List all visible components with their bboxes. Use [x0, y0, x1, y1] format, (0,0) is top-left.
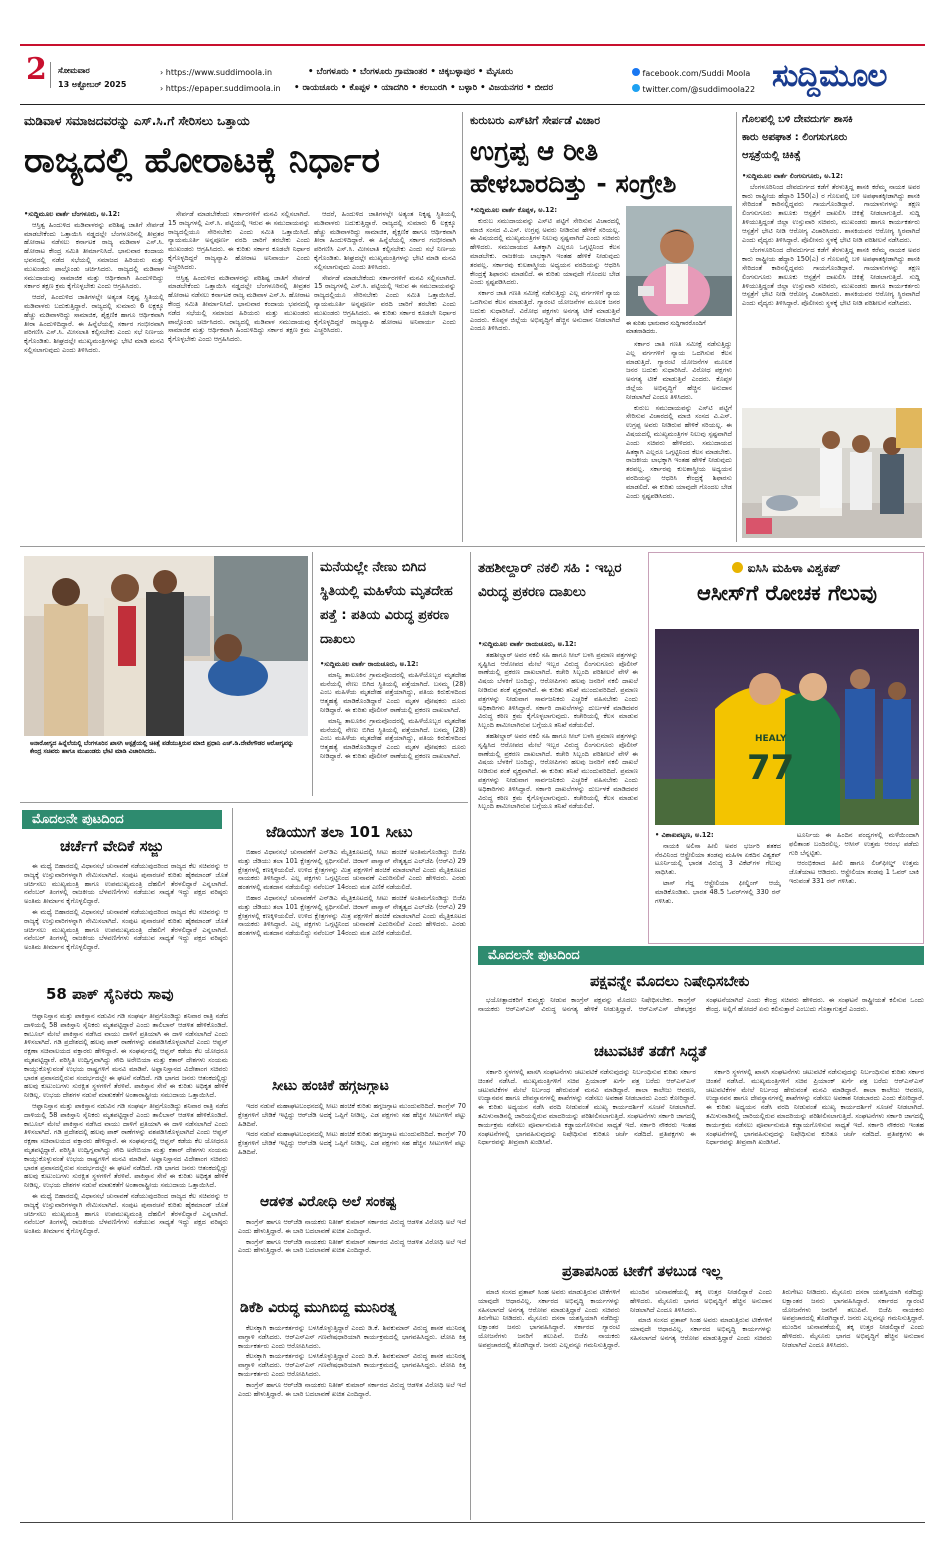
chatuvatike-body: [478, 1068, 924, 1254]
website-link[interactable]: › https://www.suddimoola.in: [160, 68, 273, 77]
header-bottom-rule: [20, 104, 925, 105]
adalita-body: [238, 1218, 466, 1296]
kuruba-headline-line1: ಉಗ್ರಪ್ಪ ಆ ರೀತಿ: [470, 137, 599, 167]
pratapa-body-more: ಮಾಜಿ ಸಂಸದ ಪ್ರತಾಪ್ ಸಿಂಹ ಅವರು ಮಾಡುತ್ತಿರುವ ಟೀಕೆಗಳಿಗೆ ಯಾವುದೇ ಆಧಾರವಿಲ್ಲ. ಸರ್ಕಾರದ ಅಭಿವೃದ್ಧಿ ಕಾರ್ಯಗಳನ್ನು ಸಹಿಸಲಾಗದೆ ಅನಗತ್ಯ ಆರೋಪ ಮಾಡುತ್ತಿದ್ದಾರೆ ಎಂದು ಸಚಿವರು ತಿರುಗೇಟು ನೀಡಿದರು. ಮೈಸೂರು ದಸರಾ ಯಶಸ್ವಿಯಾಗಿ ನಡೆದಿದ್ದು ಲಕ್ಷಾಂತರ ಜನರು ಭಾಗವಹಿಸಿದ್ದಾರೆ. ಸರ್ಕಾರದ ಗ್ಯಾರಂಟಿ ಯೋಜನೆಗಳು ಜನರಿಗೆ ತಲುಪಿವೆ. ಬಿಜೆಪಿ ನಾಯಕರು ಅಪಪ್ರಚಾರದಲ್ಲಿ ತೊಡಗಿದ್ದಾರೆ. ಜನರು ಎಲ್ಲವನ್ನೂ ಗಮನಿಸುತ್ತಿದ್ದಾರೆ. ಮುಂದಿನ ಚುನಾವಣೆಯಲ್ಲಿ ತಕ್ಕ ಉತ್ತರ ನೀಡಲಿದ್ದಾರೆ ಎಂದು ಹೇಳಿದರು. ಮೈಸೂರು ಭಾಗದ ಅಭಿವೃದ್ಧಿಗೆ ಹೆಚ್ಚಿನ ಅನುದಾನ ನೀಡಲಾಗಿದೆ ಎಂದೂ ತಿಳಿಸಿದರು.: [630, 1288, 924, 1349]
icc-kicker: ಐಸಿಸಿ ಮಹಿಳಾ ವಿಶ್ವಕಪ್: [747, 561, 841, 575]
paksha-body: [478, 996, 924, 1038]
twitter-icon: [632, 84, 640, 92]
page-number: 2: [26, 52, 47, 87]
divider-lead-kuruba: [462, 112, 463, 542]
divider-band-1: [20, 546, 925, 547]
jdu-body-text: ಬಿಹಾರ ವಿಧಾನಸಭೆ ಚುನಾವಣೆಗೆ ಎನ್‌ಡಿಎ ಮೈತ್ರಿಕೂಟದಲ್ಲಿ ಸೀಟು ಹಂಚಿಕೆ ಅಂತಿಮಗೊಂಡಿದ್ದು ಬಿಜೆಪಿ ಮತ್ತು ಜೆಡಿಯು ತಲಾ 101 ಕ್ಷೇತ್ರಗಳಲ್ಲಿ ಸ್ಪರ್ಧಿಸಲಿವೆ. ಚಿರಾಗ್ ಪಾಸ್ವಾನ್ ನೇತೃತ್ವದ ಎಲ್‌ಜೆಪಿ (ಆರ್‌ವಿ) 29 ಕ್ಷೇತ್ರಗಳಲ್ಲಿ ಕಣಕ್ಕಿಳಿಯಲಿದೆ. ಉಳಿದ ಕ್ಷೇತ್ರಗಳನ್ನು ಮಿತ್ರ ಪಕ್ಷಗಳಿಗೆ ಹಂಚಿಕೆ ಮಾಡಲಾಗಿದೆ ಎಂದು ಮೈತ್ರಿಕೂಟದ ನಾಯಕರು ತಿಳಿಸಿದ್ದಾರೆ. ಎಲ್ಲ ಪಕ್ಷಗಳು ಒಗ್ಗಟ್ಟಿನಿಂದ ಚುನಾವಣೆ ಎದುರಿಸಲಿವೆ ಎಂದು ಹೇಳಿದರು. ಎರಡು ಹಂತಗಳಲ್ಲಿ ಮತದಾನ ನಡೆಯಲಿದ್ದು ನವೆಂಬರ್ 14ರಂದು ಮತ ಎಣಿಕೆ ನಡೆಯಲಿದೆ.: [238, 848, 466, 892]
chevron-right-icon: ›: [160, 68, 166, 77]
kuruba-body-right: [626, 340, 732, 536]
golapalli-kicker-1: ಗೊಲಪಲ್ಲಿ ಬಳಿ ದೇವದುರ್ಗ ಶಾಸಕಿ: [742, 114, 853, 125]
page-header: [20, 44, 925, 100]
pratapa-headline: ಪ್ರತಾಪಸಿಂಹ ಟೀಕೆಗೆ ತಳಬುಡ ಇಲ್ಲ: [562, 1264, 723, 1280]
pratapa-body-text: ಮಾಜಿ ಸಂಸದ ಪ್ರತಾಪ್ ಸಿಂಹ ಅವರು ಮಾಡುತ್ತಿರುವ ಟೀಕೆಗಳಿಗೆ ಯಾವುದೇ ಆಧಾರವಿಲ್ಲ. ಸರ್ಕಾರದ ಅಭಿವೃದ್ಧಿ ಕಾರ್ಯಗಳನ್ನು ಸಹಿಸಲಾಗದೆ ಅನಗತ್ಯ ಆರೋಪ ಮಾಡುತ್ತಿದ್ದಾರೆ ಎಂದು ಸಚಿವರು ತಿರುಗೇಟು ನೀಡಿದರು. ಮೈಸೂರು ದಸರಾ ಯಶಸ್ವಿಯಾಗಿ ನಡೆದಿದ್ದು ಲಕ್ಷಾಂತರ ಜನರು ಭಾಗವಹಿಸಿದ್ದಾರೆ. ಸರ್ಕಾರದ ಗ್ಯಾರಂಟಿ ಯೋಜನೆಗಳು ಜನರಿಗೆ ತಲುಪಿವೆ. ಬಿಜೆಪಿ ನಾಯಕರು ಅಪಪ್ರಚಾರದಲ್ಲಿ ತೊಡಗಿದ್ದಾರೆ. ಜನರು ಎಲ್ಲವನ್ನೂ ಗಮನಿಸುತ್ತಿದ್ದಾರೆ. ಮುಂದಿನ ಚುನಾವಣೆಯಲ್ಲಿ ತಕ್ಕ ಉತ್ತರ ನೀಡಲಿದ್ದಾರೆ ಎಂದು ಹೇಳಿದರು. ಮೈಸೂರು ಭಾಗದ ಅಭಿವೃದ್ಧಿಗೆ ಹೆಚ್ಚಿನ ಅನುದಾನ ನೀಡಲಾಗಿದೆ ಎಂದೂ ತಿಳಿಸಿದರು.: [478, 1288, 772, 1349]
pak-body: [24, 1012, 228, 1518]
golapalli-body: [742, 172, 920, 402]
charche-headline: ಚರ್ಚೆಗೆ ವೇದಿಕೆ ಸಜ್ಜು: [60, 837, 164, 855]
manayalli-headline: ಮನೆಯಲ್ಲೇ ನೇಣು ಬಿಗಿದ ಸ್ಥಿತಿಯಲ್ಲಿ ಮಹಿಳೆಯ ಮೃತದೇಹ ಪತ್ತೆ : ಪತಿಯ ವಿರುದ್ಧ ಪ್ರಕರಣ ದಾಖಲು: [320, 560, 453, 647]
golapalli-dateline: •ಸುದ್ದಿಮೂಲ ವಾರ್ತೆ ಲಿಂಗಸುಗೂರು, ಅ.12:: [742, 172, 843, 180]
lead-col3-more: ಸೇರ್ಪಡೆ ಮಾಡಬೇಕೆಂದು ಸರ್ಕಾರಗಳಿಗೆ ಮನವಿ ಸಲ್ಲಿಸಲಾಗಿದೆ. 15 ರಾಜ್ಯಗಳಲ್ಲಿ ಎಸ್.ಸಿ. ಪಟ್ಟಿಯಲ್ಲಿ ಇರುವ ಈ ಸಮುದಾಯವನ್ನು ರಾಜ್ಯದಲ್ಲಿಯೂ ಸೇರಿಸಬೇಕು ಎಂದು ಸಮಿತಿ ಒತ್ತಾಯಿಸಿದೆ. ನ್ಯಾಯಮೂರ್ತಿ ಅನ್ನಪೂರ್ಣ ವರದಿ ಜಾರಿಗೆ ತರಬೇಕು ಎಂದು ಮುಖಂಡರು ಆಗ್ರಹಿಸಿದರು. ಈ ಕುರಿತು ಸರ್ಕಾರ ಕೂಡಲೇ ನಿರ್ಧಾರ ಕೈಗೊಳ್ಳದಿದ್ದರೆ ರಾಜ್ಯವ್ಯಾಪಿ ಹೋರಾಟ ಅನಿವಾರ್ಯ ಎಂದು ಎಚ್ಚರಿಸಿದರು.: [314, 273, 456, 335]
kuruba-kicker: ಕುರುಬರು ಎಸ್‌ಟಿಗೆ ಸೇರ್ಪಡೆ ವಿಚಾರ: [470, 114, 601, 127]
lead-col2-more: ಆಸ್ತಿತ್ವ ಹಿಂದುಳಿದ ಮಡಿವಾಳರನ್ನು ಪರಿಶಿಷ್ಟ ಜಾತಿಗೆ ಸೇರ್ಪಡೆ ಮಾಡಬೇಕೆಂದು ಒತ್ತಾಯಿಸಿ ನಡ್ಡದಲ್ಲೇ ಬೆಂಗಳೂರಿನಲ್ಲಿ ತೀವ್ರತರ ಹೋರಾಟ ನಡೆಸಲು ಕರ್ನಾಟಕ ರಾಜ್ಯ ಮಡಿವಾಳ ಎಸ್.ಸಿ. ಹೋರಾಟ ಕೇಂದ್ರ ಸಮಿತಿ ತೀರ್ಮಾನಿಸಿದೆ. ಭಾನುವಾರ ಕಂದಾಯ ಭವನದಲ್ಲಿ ನಡೆದ ಸಭೆಯಲ್ಲಿ ಸಮಾಜದ ಹಿರಿಯರು ಮತ್ತು ಮುಖಂಡರು ಪಾಲ್ಗೊಂಡು ಚರ್ಚಿಸಿದರು. ರಾಜ್ಯದಲ್ಲಿ ಮಡಿವಾಳ ಸಮುದಾಯವು ಸಾಮಾಜಿಕ ಮತ್ತು ಆರ್ಥಿಕವಾಗಿ ಹಿಂದುಳಿದಿದ್ದು ಸರ್ಕಾರ ತಕ್ಷಣ ಕ್ರಮ ಕೈಗೊಳ್ಳಬೇಕು ಎಂದು ಆಗ್ರಹಿಸಿದರು.: [168, 273, 310, 344]
paksha-body-text: ಭಯೋತ್ಪಾದಕರಿಗೆ ಕುಮ್ಮಕ್ಕು ನೀಡುವ ಕಾಂಗ್ರೆಸ್ ಪಕ್ಷವನ್ನು ಮೊದಲು ನಿಷೇಧಿಸಬೇಕು. ಕಾಂಗ್ರೆಸ್ ನಾಯಕರು ಆರ್‌ಎಸ್‌ಎಸ್ ವಿರುದ್ಧ ಅನಗತ್ಯ ಹೇಳಿಕೆ ನೀಡುತ್ತಿದ್ದಾರೆ. ಆರ್‌ಎಸ್‌ಎಸ್ ದೇಶಭಕ್ತರ ಸಂಘಟನೆಯಾಗಿದೆ ಎಂದು ಕೇಂದ್ರ ಸಚಿವರು ಹೇಳಿದರು. ಈ ಸಂಘಟನೆ ರಾಷ್ಟ್ರೀಯತೆ ಕಲಿಸುವ ಒಂದು ಕೇಂದ್ರ. ಅಲ್ಲಿಗೆ ಹೋದರೆ ಏನು ಕಲಿಸುತ್ತಾರೆ ಎಂಬುದು ಗೊತ್ತಾಗುತ್ತದೆ ಎಂದರು.: [478, 996, 924, 1013]
kuruba-photo-caption: ಈ ಕುರಿತು ಭಾನುವಾರ ಸುದ್ದಿಗಾರರೊಂದಿಗೆ ಮಾತನಾಡಿದರು.: [626, 320, 706, 335]
kuruba-dateline: •ಸುದ್ದಿಮೂಲ ವಾರ್ತೆ ಕೊಪ್ಪಳ, ಅ.12:: [470, 206, 557, 214]
minister-portrait-image: [626, 206, 732, 316]
seatu-body-more: ಇದರ ನಡುವೆ ಮಹಾಘಟಬಂಧನದಲ್ಲಿ ಸೀಟು ಹಂಚಿಕೆ ಕುರಿತು ಹಗ್ಗಜಗ್ಗಾಟ ಮುಂದುವರಿದಿದೆ. ಕಾಂಗ್ರೆಸ್ 70 ಕ್ಷೇತ್ರಗಳಿಗೆ ಬೇಡಿಕೆ ಇಟ್ಟಿದ್ದು ಆರ್‌ಜೆಡಿ ಅದಕ್ಕೆ ಒಪ್ಪಿಗೆ ನೀಡಿಲ್ಲ. ಎಡ ಪಕ್ಷಗಳು ಸಹ ಹೆಚ್ಚಿನ ಸೀಟುಗಳಿಗೆ ಪಟ್ಟು ಹಿಡಿದಿವೆ.: [238, 1130, 466, 1156]
masthead-logo: ಸುದ್ದಿಮೂಲ: [772, 58, 887, 94]
golapalli-photo: [742, 408, 922, 538]
dkshi-headline: ಡಿಕೆಶಿ ವಿರುದ್ಧ ಮುಗಿಬಿದ್ದ ಮುನಿರತ್ನ: [240, 1300, 397, 1316]
seatu-body: [238, 1102, 466, 1188]
tahasildar-dateline: •ಸುದ್ದಿಮೂಲ ವಾರ್ತೆ ರಾಯಚೂರು, ಅ.12:: [478, 640, 577, 648]
lead-col3-text: ಆದರೆ, ಹಿಂದುಳಿದ ಜಾತಿಗಳಲ್ಲೇ ಅತ್ಯಂತ ನಿಕೃಷ್ಟ ಸ್ಥಿತಿಯಲ್ಲಿ ಮಡಿವಾಳರು ಬದುಕುತ್ತಿದ್ದಾರೆ. ರಾಜ್ಯದಲ್ಲಿ ಸುಮಾರು 6 ಲಕ್ಷಕ್ಕೂ ಹೆಚ್ಚು ಮಡಿವಾಳರಿದ್ದು ಸಾಮಾಜಿಕ, ಶೈಕ್ಷಣಿಕ ಹಾಗೂ ಆರ್ಥಿಕವಾಗಿ ತೀರಾ ಹಿಂದುಳಿದಿದ್ದಾರೆ. ಈ ಹಿನ್ನೆಲೆಯಲ್ಲಿ ಸರ್ಕಾರ ಗಂಭೀರವಾಗಿ ಪರಿಗಣಿಸಿ ಎಸ್.ಸಿ. ಮೀಸಲಾತಿ ಕಲ್ಪಿಸಬೇಕು ಎಂದು ಸಭೆ ನಿರ್ಣಯ ಕೈಗೊಂಡಿತು. ಶೀಘ್ರದಲ್ಲೇ ಮುಖ್ಯಮಂತ್ರಿಗಳನ್ನು ಭೇಟಿ ಮಾಡಿ ಮನವಿ ಸಲ್ಲಿಸಲಾಗುವುದು ಎಂದು ತಿಳಿಸಿದರು.: [314, 210, 456, 271]
divider-band-2: [20, 802, 468, 803]
header-top-rule: [20, 44, 925, 46]
lead-dateline: •ಸುದ್ದಿಮೂಲ ವಾರ್ತೆ ಬೆಂಗಳೂರು, ಅ.12:: [24, 210, 120, 218]
golapalli-kicker-3: ಆಸ್ಪತ್ರೆಯಲ್ಲಿ ಚಿಕಿತ್ಸೆ: [742, 150, 801, 161]
lead-col2-text: ಸೇರ್ಪಡೆ ಮಾಡಬೇಕೆಂದು ಸರ್ಕಾರಗಳಿಗೆ ಮನವಿ ಸಲ್ಲಿಸಲಾಗಿದೆ. 15 ರಾಜ್ಯಗಳಲ್ಲಿ ಎಸ್.ಸಿ. ಪಟ್ಟಿಯಲ್ಲಿ ಇರುವ ಈ ಸಮುದಾಯವನ್ನು ರಾಜ್ಯದಲ್ಲಿಯೂ ಸೇರಿಸಬೇಕು ಎಂದು ಸಮಿತಿ ಒತ್ತಾಯಿಸಿದೆ. ನ್ಯಾಯಮೂರ್ತಿ ಅನ್ನಪೂರ್ಣ ವರದಿ ಜಾರಿಗೆ ತರಬೇಕು ಎಂದು ಮುಖಂಡರು ಆಗ್ರಹಿಸಿದರು. ಈ ಕುರಿತು ಸರ್ಕಾರ ಕೂಡಲೇ ನಿರ್ಧಾರ ಕೈಗೊಳ್ಳದಿದ್ದರೆ ರಾಜ್ಯವ್ಯಾಪಿ ಹೋರಾಟ ಅನಿವಾರ್ಯ ಎಂದು ಎಚ್ಚರಿಸಿದರು.: [168, 210, 310, 271]
jersey-number: 77: [747, 748, 795, 788]
header-date: 13 ಅಕ್ಟೋಬರ್ 2025: [58, 80, 127, 89]
charche-body: [24, 862, 228, 980]
divider-manayalli-tahasildar: [470, 552, 471, 946]
manayalli-body: [320, 660, 466, 796]
lead-headline: ರಾಜ್ಯದಲ್ಲಿ ಹೋರಾಟಕ್ಕೆ ನಿರ್ಧಾರ: [24, 141, 380, 181]
manayalli-body-more: ಮಾನ್ವಿ ತಾಲೂಕಿನ ಗ್ರಾಮವೊಂದರಲ್ಲಿ ಮಹಿಳೆಯೊಬ್ಬರ ಮೃತದೇಹ ಮನೆಯಲ್ಲಿ ನೇಣು ಬಿಗಿದ ಸ್ಥಿತಿಯಲ್ಲಿ ಪತ್ತೆಯಾಗಿದೆ. ಬಸಮ್ಮ (28) ಎಂಬ ಮಹಿಳೆಯ ಮೃತದೇಹ ಪತ್ತೆಯಾಗಿದ್ದು, ಪತಿಯ ಕಿರುಕುಳದಿಂದ ಆತ್ಮಹತ್ಯೆ ಮಾಡಿಕೊಂಡಿದ್ದಾರೆ ಎಂದು ಮೃತಳ ಪೋಷಕರು ದೂರು ನೀಡಿದ್ದಾರೆ. ಈ ಕುರಿತು ಪೊಲೀಸ್ ಠಾಣೆಯಲ್ಲಿ ಪ್ರಕರಣ ದಾಖಲಾಗಿದೆ.: [320, 716, 466, 760]
lead-col1-text: ಆಸ್ತಿತ್ವ ಹಿಂದುಳಿದ ಮಡಿವಾಳರನ್ನು ಪರಿಶಿಷ್ಟ ಜಾತಿಗೆ ಸೇರ್ಪಡೆ ಮಾಡಬೇಕೆಂದು ಒತ್ತಾಯಿಸಿ ನಡ್ಡದಲ್ಲೇ ಬೆಂಗಳೂರಿನಲ್ಲಿ ತೀವ್ರತರ ಹೋರಾಟ ನಡೆಸಲು ಕರ್ನಾಟಕ ರಾಜ್ಯ ಮಡಿವಾಳ ಎಸ್.ಸಿ. ಹೋರಾಟ ಕೇಂದ್ರ ಸಮಿತಿ ತೀರ್ಮಾನಿಸಿದೆ. ಭಾನುವಾರ ಕಂದಾಯ ಭವನದಲ್ಲಿ ನಡೆದ ಸಭೆಯಲ್ಲಿ ಸಮಾಜದ ಹಿರಿಯರು ಮತ್ತು ಮುಖಂಡರು ಪಾಲ್ಗೊಂಡು ಚರ್ಚಿಸಿದರು. ರಾಜ್ಯದಲ್ಲಿ ಮಡಿವಾಳ ಸಮುದಾಯವು ಸಾಮಾಜಿಕ ಮತ್ತು ಆರ್ಥಿಕವಾಗಿ ಹಿಂದುಳಿದಿದ್ದು ಸರ್ಕಾರ ತಕ್ಷಣ ಕ್ರಮ ಕೈಗೊಳ್ಳಬೇಕು ಎಂದು ಆಗ್ರಹಿಸಿದರು.: [24, 220, 164, 291]
dkshi-body-more: ಕೆಲಸಕ್ಕಾಗಿ ಕಾರ್ಯಕರ್ತರನ್ನು ಬಳಸಿಕೊಳ್ಳುತ್ತಿದ್ದಾರೆ ಎಂದು ಡಿ.ಕೆ. ಶಿವಕುಮಾರ್ ವಿರುದ್ಧ ಶಾಸಕ ಮುನಿರತ್ನ ವಾಗ್ದಾಳಿ ನಡೆಸಿದರು. ಆರ್‌ಎಸ್‌ಎಸ್ ಗಣವೇಷಧಾರಿಯಾಗಿ ಕಾರ್ಯಕ್ರಮದಲ್ಲಿ ಭಾಗವಹಿಸಿದ್ದರು. ಟೋಪಿ ಕಿತ್ತ ಕಾರ್ಯಕರ್ತರು ಎಂದು ಆರೋಪಿಸಿದರು.: [238, 1352, 466, 1378]
icc-body-4: ಆರಂಭಿಕರಾದ ಹೀಲಿ ಹಾಗೂ ಲಿಚ್‌ಫೀಲ್ಡ್ ಉತ್ತಮ ಜೊತೆಯಾಟ ಆಡಿದರು. ಆಸ್ಟ್ರೇಲಿಯಾ ತಂಡವು 1 ಓವರ್ ಬಾಕಿ ಇರುವಂತೆ 331 ರನ್ ಗಳಿಸಿತು.: [789, 859, 919, 885]
hospital-visit-image: [742, 408, 922, 538]
icc-body-1: ನಾಯಕಿ ಅಲಿಸಾ ಹೀಲಿ ಅವರ ಭರ್ಜರಿ ಶತಕದ ನೆರವಿನಿಂದ ಆಸ್ಟ್ರೇಲಿಯಾ ತಂಡವು ಮಹಿಳಾ ಏಕದಿನ ವಿಶ್ವಕಪ್ ಟೂರ್ನಿಯಲ್ಲಿ ಭಾರತ ವಿರುದ್ಧ 3 ವಿಕೆಟ್‌ಗಳ ಗೆಲುವು ಸಾಧಿಸಿತು.: [655, 841, 781, 877]
seatu-body-text: ಇದರ ನಡುವೆ ಮಹಾಘಟಬಂಧನದಲ್ಲಿ ಸೀಟು ಹಂಚಿಕೆ ಕುರಿತು ಹಗ್ಗಜಗ್ಗಾಟ ಮುಂದುವರಿದಿದೆ. ಕಾಂಗ್ರೆಸ್ 70 ಕ್ಷೇತ್ರಗಳಿಗೆ ಬೇಡಿಕೆ ಇಟ್ಟಿದ್ದು ಆರ್‌ಜೆಡಿ ಅದಕ್ಕೆ ಒಪ್ಪಿಗೆ ನೀಡಿಲ್ಲ. ಎಡ ಪಕ್ಷಗಳು ಸಹ ಹೆಚ್ಚಿನ ಸೀಟುಗಳಿಗೆ ಪಟ್ಟು ಹಿಡಿದಿವೆ.: [238, 1102, 466, 1128]
deve-gowda-visit-image: [24, 556, 308, 736]
golapalli-body-text: ಬೆಂಗಳೂರಿನಿಂದ ದೇವದುರ್ಗದ ಕಡೆಗೆ ತೆರಳುತ್ತಿದ್ದ ಶಾಸಕಿ ಕರೆಮ್ಮ ನಾಯಕ ಅವರ ಕಾರು ರಾಷ್ಟ್ರೀಯ ಹೆದ್ದಾರಿ 150(ಎ) ರ ಗೊಲಪಲ್ಲಿ ಬಳಿ ಅಪಘಾತಕ್ಕೀಡಾಗಿದ್ದು ಶಾಸಕಿ ಸೇರಿದಂತೆ ಕಾರಿನಲ್ಲಿದ್ದವರು ಗಾಯಗೊಂಡಿದ್ದಾರೆ. ಗಾಯಾಳುಗಳನ್ನು ತಕ್ಷಣ ಲಿಂಗಸುಗೂರು ತಾಲೂಕು ಆಸ್ಪತ್ರೆಗೆ ದಾಖಲಿಸಿ ಚಿಕಿತ್ಸೆ ನೀಡಲಾಗುತ್ತಿದೆ. ಸುದ್ದಿ ತಿಳಿಯುತ್ತಿದ್ದಂತೆ ಜಿಲ್ಲಾ ಉಸ್ತುವಾರಿ ಸಚಿವರು, ಮುಖಂಡರು ಹಾಗೂ ಕಾರ್ಯಕರ್ತರು ಆಸ್ಪತ್ರೆಗೆ ಭೇಟಿ ನೀಡಿ ಆರೋಗ್ಯ ವಿಚಾರಿಸಿದರು. ಶಾಸಕಿಯವರ ಆರೋಗ್ಯ ಸ್ಥಿರವಾಗಿದೆ ಎಂದು ವೈದ್ಯರು ತಿಳಿಸಿದ್ದಾರೆ. ಪೊಲೀಸರು ಸ್ಥಳಕ್ಕೆ ಭೇಟಿ ನೀಡಿ ಪರಿಶೀಲನೆ ನಡೆಸಿದರು.: [742, 182, 920, 244]
jdu-body-more: ಬಿಹಾರ ವಿಧಾನಸಭೆ ಚುನಾವಣೆಗೆ ಎನ್‌ಡಿಎ ಮೈತ್ರಿಕೂಟದಲ್ಲಿ ಸೀಟು ಹಂಚಿಕೆ ಅಂತಿಮಗೊಂಡಿದ್ದು ಬಿಜೆಪಿ ಮತ್ತು ಜೆಡಿಯು ತಲಾ 101 ಕ್ಷೇತ್ರಗಳಲ್ಲಿ ಸ್ಪರ್ಧಿಸಲಿವೆ. ಚಿರಾಗ್ ಪಾಸ್ವಾನ್ ನೇತೃತ್ವದ ಎಲ್‌ಜೆಪಿ (ಆರ್‌ವಿ) 29 ಕ್ಷೇತ್ರಗಳಲ್ಲಿ ಕಣಕ್ಕಿಳಿಯಲಿದೆ. ಉಳಿದ ಕ್ಷೇತ್ರಗಳನ್ನು ಮಿತ್ರ ಪಕ್ಷಗಳಿಗೆ ಹಂಚಿಕೆ ಮಾಡಲಾಗಿದೆ ಎಂದು ಮೈತ್ರಿಕೂಟದ ನಾಯಕರು ತಿಳಿಸಿದ್ದಾರೆ. ಎಲ್ಲ ಪಕ್ಷಗಳು ಒಗ್ಗಟ್ಟಿನಿಂದ ಚುನಾವಣೆ ಎದುರಿಸಲಿವೆ ಎಂದು ಹೇಳಿದರು. ಎರಡು ಹಂತಗಳಲ್ಲಿ ಮತದಾನ ನಡೆಯಲಿದ್ದು ನವೆಂಬರ್ 14ರಂದು ಮತ ಎಣಿಕೆ ನಡೆಯಲಿದೆ.: [238, 893, 466, 938]
epaper-link[interactable]: › https://epaper.suddimoola.in: [160, 84, 281, 93]
icc-body-2: ಟಾಸ್ ಗೆದ್ದ ಆಸ್ಟ್ರೇಲಿಯಾ ಫೀಲ್ಡಿಂಗ್ ಆಯ್ಕೆ ಮಾಡಿಕೊಂಡಿತು. ಭಾರತ 48.5 ಓವರ್‌ಗಳಲ್ಲಿ 330 ರನ್ ಗಳಿಸಿತು.: [655, 878, 781, 905]
icc-body-right: [789, 831, 919, 941]
charche-body-more: ಈ ಮಧ್ಯೆ ಬಿಹಾರದಲ್ಲಿ ವಿಧಾನಸಭೆ ಚುನಾವಣೆ ನಡೆಯುವುದರಿಂದ ರಾಜ್ಯದ ಕೆಲ ಸಚಿವರನ್ನು ಆ ರಾಜ್ಯಕ್ಕೆ ಉಸ್ತುವಾರಿಗಳನ್ನಾಗಿ ನೇಮಿಸಲಾಗಿದೆ. ಸಂಪುಟ ಪುನಾರಚನೆ ಕುರಿತು ಹೈಕಮಾಂಡ್ ಜೊತೆ ಚರ್ಚಿಸಲು ಮುಖ್ಯಮಂತ್ರಿ ಹಾಗೂ ಉಪಮುಖ್ಯಮಂತ್ರಿ ದೆಹಲಿಗೆ ತೆರಳಲಿದ್ದಾರೆ ಎನ್ನಲಾಗಿದೆ. ನವೆಂಬರ್ ತಿಂಗಳಲ್ಲಿ ರಾಜಕೀಯ ಬೆಳವಣಿಗೆಗಳು ನಡೆಯುವ ಸಾಧ್ಯತೆ ಇದ್ದು ಪಕ್ಷದ ವರಿಷ್ಠರು ಅಂತಿಮ ತೀರ್ಮಾನ ಕೈಗೊಳ್ಳಲಿದ್ದಾರೆ.: [24, 907, 228, 952]
adalita-headline: ಆಡಳಿತ ವಿರೋಧಿ ಅಲೆ ಸಂಕಷ್ಟ: [260, 1194, 397, 1210]
header-day: ಸೋಮವಾರ: [58, 66, 90, 75]
cities-row-1: • ಬೆಂಗಳೂರು • ಬೆಂಗಳೂರು ಗ್ರಾಮಾಂತರ • ಚಿಕ್ಕಬಳ್ಳಾಪುರ • ಮೈಸೂರು: [308, 67, 514, 77]
tahasildar-body-text: ತಹಶೀಲ್ದಾರ್ ಅವರ ನಕಲಿ ಸಹಿ ಹಾಗೂ ಸೀಲ್ ಬಳಸಿ ಪ್ರಮಾಣ ಪತ್ರಗಳನ್ನು ಸೃಷ್ಟಿಸಿದ ಆರೋಪದ ಮೇಲೆ ಇಬ್ಬರ ವಿರುದ್ಧ ಲಿಂಗಸುಗೂರು ಪೊಲೀಸ್ ಠಾಣೆಯಲ್ಲಿ ಪ್ರಕರಣ ದಾಖಲಾಗಿದೆ. ಕಚೇರಿ ಸಿಬ್ಬಂದಿ ಪರಿಶೀಲನೆ ವೇಳೆ ಈ ವಿಷಯ ಬೆಳಕಿಗೆ ಬಂದಿದ್ದು, ಆರೋಪಿಗಳು ಹಲವು ಜನರಿಗೆ ನಕಲಿ ದಾಖಲೆ ನೀಡಿರುವ ಶಂಕೆ ವ್ಯಕ್ತವಾಗಿದೆ. ಈ ಕುರಿತು ತನಿಖೆ ಮುಂದುವರಿದಿದೆ. ಪ್ರಮಾಣ ಪತ್ರಗಳನ್ನು ನೀಡುವಾಗ ಸಾರ್ವಜನಿಕರು ಎಚ್ಚರಿಕೆ ವಹಿಸಬೇಕು ಎಂದು ಅಧಿಕಾರಿಗಳು ತಿಳಿಸಿದ್ದಾರೆ. ಸರ್ಕಾರಿ ದಾಖಲೆಗಳನ್ನು ದುರ್ಬಳಕೆ ಮಾಡಿದವರ ವಿರುದ್ಧ ಕಠಿಣ ಕ್ರಮ ಕೈಗೊಳ್ಳಲಾಗುವುದು. ಕಚೇರಿಯಲ್ಲಿ ಕೆಲಸ ಮಾಡುವ ಸಿಬ್ಬಂದಿ ಶಾಮೀಲಾಗಿರುವ ಬಗ್ಗೆಯೂ ತನಿಖೆ ನಡೆಯಲಿದೆ.: [478, 650, 638, 730]
jdu-headline: ಜೆಡಿಯುಗೆ ತಲಾ 101 ಸೀಟು: [266, 823, 413, 841]
chatuvatike-headline: ಚಟುವಟಿಕೆ ತಡೆಗೆ ಸಿದ್ಧತೆ: [594, 1044, 707, 1060]
twitter-link[interactable]: twitter.com/@suddimoola22: [632, 84, 755, 94]
dkshi-body-text: ಕೆಲಸಕ್ಕಾಗಿ ಕಾರ್ಯಕರ್ತರನ್ನು ಬಳಸಿಕೊಳ್ಳುತ್ತಿದ್ದಾರೆ ಎಂದು ಡಿ.ಕೆ. ಶಿವಕುಮಾರ್ ವಿರುದ್ಧ ಶಾಸಕ ಮುನಿರತ್ನ ವಾಗ್ದಾಳಿ ನಡೆಸಿದರು. ಆರ್‌ಎಸ್‌ಎಸ್ ಗಣವೇಷಧಾರಿಯಾಗಿ ಕಾರ್ಯಕ್ರಮದಲ್ಲಿ ಭಾಗವಹಿಸಿದ್ದರು. ಟೋಪಿ ಕಿತ್ತ ಕಾರ್ಯಕರ್ತರು ಎಂದು ಆರೋಪಿಸಿದರು.: [238, 1324, 466, 1350]
manayalli-body-text: ಮಾನ್ವಿ ತಾಲೂಕಿನ ಗ್ರಾಮವೊಂದರಲ್ಲಿ ಮಹಿಳೆಯೊಬ್ಬರ ಮೃತದೇಹ ಮನೆಯಲ್ಲಿ ನೇಣು ಬಿಗಿದ ಸ್ಥಿತಿಯಲ್ಲಿ ಪತ್ತೆಯಾಗಿದೆ. ಬಸಮ್ಮ (28) ಎಂಬ ಮಹಿಳೆಯ ಮೃತದೇಹ ಪತ್ತೆಯಾಗಿದ್ದು, ಪತಿಯ ಕಿರುಕುಳದಿಂದ ಆತ್ಮಹತ್ಯೆ ಮಾಡಿಕೊಂಡಿದ್ದಾರೆ ಎಂದು ಮೃತಳ ಪೋಷಕರು ದೂರು ನೀಡಿದ್ದಾರೆ. ಈ ಕುರಿತು ಪೊಲೀಸ್ ಠಾಣೆಯಲ್ಲಿ ಪ್ರಕರಣ ದಾಖಲಾಗಿದೆ.: [320, 670, 466, 714]
divider-modalane-jdu: [232, 808, 233, 1520]
cricket-ball-icon: [732, 562, 743, 573]
chevron-right-icon: ›: [160, 84, 166, 93]
pak-body-text: ಆಫ್ಘಾನಿಸ್ತಾನ ಮತ್ತು ಪಾಕಿಸ್ತಾನ ನಡುವಿನ ಗಡಿ ಸಂಘರ್ಷ ತೀವ್ರಗೊಂಡಿದ್ದು ಶನಿವಾರ ರಾತ್ರಿ ನಡೆದ ದಾಳಿಯಲ್ಲಿ 58 ಪಾಕಿಸ್ತಾನಿ ಸೈನಿಕರು ಮೃತಪಟ್ಟಿದ್ದಾರೆ ಎಂದು ತಾಲಿಬಾನ್ ಆಡಳಿತ ಹೇಳಿಕೊಂಡಿದೆ. ಕಾಬೂಲ್ ಮೇಲೆ ಪಾಕಿಸ್ತಾನ ನಡೆಸಿದ ವಾಯು ದಾಳಿಗೆ ಪ್ರತಿಯಾಗಿ ಈ ದಾಳಿ ನಡೆಸಲಾಗಿದೆ ಎಂದು ತಿಳಿಸಲಾಗಿದೆ. ಗಡಿ ಪ್ರದೇಶದಲ್ಲಿ ಹಲವು ಪಾಕ್ ಠಾಣೆಗಳನ್ನು ವಶಪಡಿಸಿಕೊಳ್ಳಲಾಗಿದೆ ಎಂದು ಆಫ್ಘನ್ ರಕ್ಷಣಾ ಸಚಿವಾಲಯದ ವಕ್ತಾರರು ಹೇಳಿದ್ದಾರೆ. ಈ ಸಂಘರ್ಷದಲ್ಲಿ ಆಫ್ಘನ್ ಕಡೆಯ ಕೆಲ ಯೋಧರೂ ಮೃತಪಟ್ಟಿದ್ದಾರೆ. ಪರಿಸ್ಥಿತಿ ಉದ್ವಿಗ್ನವಾಗಿದ್ದು ಸೌದಿ ಅರೇಬಿಯಾ ಮತ್ತು ಕತಾರ್ ದೇಶಗಳು ಸಂಯಮ ಕಾಯ್ದುಕೊಳ್ಳುವಂತೆ ಉಭಯ ರಾಷ್ಟ್ರಗಳಿಗೆ ಮನವಿ ಮಾಡಿವೆ. ಅಫ್ಘಾನಿಸ್ತಾನದ ವಿದೇಶಾಂಗ ಸಚಿವರು ಭಾರತ ಪ್ರವಾಸದಲ್ಲಿರುವ ಸಂದರ್ಭದಲ್ಲೇ ಈ ಘಟನೆ ನಡೆದಿದೆ. ಗಡಿ ಭಾಗದ ಜನರು ಆತಂಕದಲ್ಲಿದ್ದು ಹಲವು ಕುಟುಂಬಗಳು ಸುರಕ್ಷಿತ ಸ್ಥಳಗಳಿಗೆ ತೆರಳಿವೆ. ಪಾಕಿಸ್ತಾನ ಸೇನೆ ಈ ಕುರಿತು ಅಧಿಕೃತ ಹೇಳಿಕೆ ನೀಡಿಲ್ಲ. ಉಭಯ ದೇಶಗಳ ನಡುವೆ ಮಾತುಕತೆಗೆ ಅಂತಾರಾಷ್ಟ್ರೀಯ ಸಮುದಾಯ ಒತ್ತಾಯಿಸಿದೆ.: [24, 1012, 228, 1100]
icc-body-left: [655, 831, 781, 941]
australia-celebration-image: [655, 629, 919, 825]
lead-column-1: [24, 210, 164, 540]
lead-column-3: [314, 210, 456, 540]
dkshi-body-extra: ಕಾಂಗ್ರೆಸ್ ಹಾಗೂ ಆರ್‌ಜೆಡಿ ನಾಯಕರು ನಿತೀಶ್ ಕುಮಾರ್ ಸರ್ಕಾರದ ವಿರುದ್ಧ ಆಡಳಿತ ವಿರೋಧಿ ಅಲೆ ಇದೆ ಎಂದು ಹೇಳುತ್ತಿದ್ದಾರೆ. ಈ ಬಾರಿ ಬದಲಾವಣೆ ಖಚಿತ ಎಂದಿದ್ದಾರೆ.: [238, 1380, 466, 1398]
kuruba-body-right-text: ಸರ್ಕಾರ ಜಾತಿ ಗಣತಿ ಸಮೀಕ್ಷೆ ನಡೆಸುತ್ತಿದ್ದು ಎಲ್ಲ ವರ್ಗಗಳಿಗೆ ನ್ಯಾಯ ಒದಗಿಸುವ ಕೆಲಸ ಮಾಡುತ್ತಿದೆ. ಗ್ಯಾರಂಟಿ ಯೋಜನೆಗಳ ಮೂಲಕ ಜನರ ಬದುಕು ಸುಧಾರಿಸಿದೆ. ವಿರೋಧ ಪಕ್ಷಗಳು ಅನಗತ್ಯ ಟೀಕೆ ಮಾಡುತ್ತಿವೆ ಎಂದರು. ಕೊಪ್ಪಳ ಜಿಲ್ಲೆಯ ಅಭಿವೃದ್ಧಿಗೆ ಹೆಚ್ಚಿನ ಅನುದಾನ ನೀಡಲಾಗಿದೆ ಎಂದೂ ತಿಳಿಸಿದರು.: [626, 340, 732, 401]
pak-headline: 58 ಪಾಕ್ ಸೈನಿಕರು ಸಾವು: [46, 985, 174, 1003]
icc-box: [648, 552, 924, 944]
facebook-link[interactable]: facebook.com/Suddi Moola: [632, 68, 750, 78]
icc-photo: [655, 629, 919, 825]
lead-column-2: [168, 210, 310, 540]
section-bar-right: ಮೊದಲನೇ ಪುಟದಿಂದ: [478, 946, 924, 965]
kuruba-body-text: ಕುರುಬ ಸಮುದಾಯವನ್ನು ಎಸ್‌ಟಿ ಪಟ್ಟಿಗೆ ಸೇರಿಸುವ ವಿಚಾರದಲ್ಲಿ ಮಾಜಿ ಸಂಸದ ವಿ.ಎಸ್. ಉಗ್ರಪ್ಪ ಅವರು ನೀಡಿರುವ ಹೇಳಿಕೆ ಸರಿಯಲ್ಲ. ಈ ವಿಷಯದಲ್ಲಿ ಮುಖ್ಯಮಂತ್ರಿಗಳ ನಿಲುವು ಸ್ಪಷ್ಟವಾಗಿದೆ ಎಂದು ಸಚಿವರು ಹೇಳಿದರು. ಸಮುದಾಯದ ಹಿತಕ್ಕಾಗಿ ಎಲ್ಲರೂ ಒಗ್ಗಟ್ಟಿನಿಂದ ಕೆಲಸ ಮಾಡಬೇಕು. ರಾಜಕೀಯ ಲಾಭಕ್ಕಾಗಿ ಇಂತಹ ಹೇಳಿಕೆ ನೀಡುವುದು ತರವಲ್ಲ. ಸರ್ಕಾರವು ಕುಲಶಾಸ್ತ್ರೀಯ ಅಧ್ಯಯನ ವರದಿಯನ್ನು ಆಧರಿಸಿ ಕೇಂದ್ರಕ್ಕೆ ಶಿಫಾರಸು ಮಾಡಲಿದೆ. ಈ ಕುರಿತು ಯಾವುದೇ ಗೊಂದಲ ಬೇಡ ಎಂದು ಸ್ಪಷ್ಟಪಡಿಸಿದರು.: [470, 216, 620, 287]
charche-body-text: ಈ ಮಧ್ಯೆ ಬಿಹಾರದಲ್ಲಿ ವಿಧಾನಸಭೆ ಚುನಾವಣೆ ನಡೆಯುವುದರಿಂದ ರಾಜ್ಯದ ಕೆಲ ಸಚಿವರನ್ನು ಆ ರಾಜ್ಯಕ್ಕೆ ಉಸ್ತುವಾರಿಗಳನ್ನಾಗಿ ನೇಮಿಸಲಾಗಿದೆ. ಸಂಪುಟ ಪುನಾರಚನೆ ಕುರಿತು ಹೈಕಮಾಂಡ್ ಜೊತೆ ಚರ್ಚಿಸಲು ಮುಖ್ಯಮಂತ್ರಿ ಹಾಗೂ ಉಪಮುಖ್ಯಮಂತ್ರಿ ದೆಹಲಿಗೆ ತೆರಳಲಿದ್ದಾರೆ ಎನ್ನಲಾಗಿದೆ. ನವೆಂಬರ್ ತಿಂಗಳಲ್ಲಿ ರಾಜಕೀಯ ಬೆಳವಣಿಗೆಗಳು ನಡೆಯುವ ಸಾಧ್ಯತೆ ಇದ್ದು ಪಕ್ಷದ ವರಿಷ್ಠರು ಅಂತಿಮ ತೀರ್ಮಾನ ಕೈಗೊಳ್ಳಲಿದ್ದಾರೆ.: [24, 862, 228, 906]
tahasildar-headline: ತಹಶೀಲ್ದಾರ್ ನಕಲಿ ಸಹಿ : ಇಬ್ಬರ ವಿರುದ್ಧ ಪ್ರಕರಣ ದಾಖಲು: [478, 560, 622, 600]
lead-kicker: ಮಡಿವಾಳ ಸಮಾಜದವರನ್ನು ಎಸ್.ಸಿ.ಗೆ ಸೇರಿಸಲು ಒತ್ತಾಯ: [24, 114, 250, 128]
icc-headline: ಆಸೀಸ್‌ಗೆ ರೋಚಕ ಗೆಲುವು: [697, 581, 877, 605]
divider-photo-manayalli: [312, 552, 313, 796]
golapalli-kicker-2: ಕಾರು ಅಪಘಾತ : ಲಿಂಗಸುಗೂರು: [742, 132, 848, 143]
kuruba-body-right-more: ಕುರುಬ ಸಮುದಾಯವನ್ನು ಎಸ್‌ಟಿ ಪಟ್ಟಿಗೆ ಸೇರಿಸುವ ವಿಚಾರದಲ್ಲಿ ಮಾಜಿ ಸಂಸದ ವಿ.ಎಸ್. ಉಗ್ರಪ್ಪ ಅವರು ನೀಡಿರುವ ಹೇಳಿಕೆ ಸರಿಯಲ್ಲ. ಈ ವಿಷಯದಲ್ಲಿ ಮುಖ್ಯಮಂತ್ರಿಗಳ ನಿಲುವು ಸ್ಪಷ್ಟವಾಗಿದೆ ಎಂದು ಸಚಿವರು ಹೇಳಿದರು. ಸಮುದಾಯದ ಹಿತಕ್ಕಾಗಿ ಎಲ್ಲರೂ ಒಗ್ಗಟ್ಟಿನಿಂದ ಕೆಲಸ ಮಾಡಬೇಕು. ರಾಜಕೀಯ ಲಾಭಕ್ಕಾಗಿ ಇಂತಹ ಹೇಳಿಕೆ ನೀಡುವುದು ತರವಲ್ಲ. ಸರ್ಕಾರವು ಕುಲಶಾಸ್ತ್ರೀಯ ಅಧ್ಯಯನ ವರದಿಯನ್ನು ಆಧರಿಸಿ ಕೇಂದ್ರಕ್ಕೆ ಶಿಫಾರಸು ಮಾಡಲಿದೆ. ಈ ಕುರಿತು ಯಾವುದೇ ಗೊಂದಲ ಬೇಡ ಎಂದು ಸ್ಪಷ್ಟಪಡಿಸಿದರು.: [626, 403, 732, 500]
pratapa-body: [478, 1288, 924, 1518]
lead-col1-more: ಆದರೆ, ಹಿಂದುಳಿದ ಜಾತಿಗಳಲ್ಲೇ ಅತ್ಯಂತ ನಿಕೃಷ್ಟ ಸ್ಥಿತಿಯಲ್ಲಿ ಮಡಿವಾಳರು ಬದುಕುತ್ತಿದ್ದಾರೆ. ರಾಜ್ಯದಲ್ಲಿ ಸುಮಾರು 6 ಲಕ್ಷಕ್ಕೂ ಹೆಚ್ಚು ಮಡಿವಾಳರಿದ್ದು ಸಾಮಾಜಿಕ, ಶೈಕ್ಷಣಿಕ ಹಾಗೂ ಆರ್ಥಿಕವಾಗಿ ತೀರಾ ಹಿಂದುಳಿದಿದ್ದಾರೆ. ಈ ಹಿನ್ನೆಲೆಯಲ್ಲಿ ಸರ್ಕಾರ ಗಂಭೀರವಾಗಿ ಪರಿಗಣಿಸಿ ಎಸ್.ಸಿ. ಮೀಸಲಾತಿ ಕಲ್ಪಿಸಬೇಕು ಎಂದು ಸಭೆ ನಿರ್ಣಯ ಕೈಗೊಂಡಿತು. ಶೀಘ್ರದಲ್ಲೇ ಮುಖ್ಯಮಂತ್ರಿಗಳನ್ನು ಭೇಟಿ ಮಾಡಿ ಮನವಿ ಸಲ್ಲಿಸಲಾಗುವುದು ಎಂದು ತಿಳಿಸಿದರು.: [24, 293, 164, 354]
adalita-body-text: ಕಾಂಗ್ರೆಸ್ ಹಾಗೂ ಆರ್‌ಜೆಡಿ ನಾಯಕರು ನಿತೀಶ್ ಕುಮಾರ್ ಸರ್ಕಾರದ ವಿರುದ್ಧ ಆಡಳಿತ ವಿರೋಧಿ ಅಲೆ ಇದೆ ಎಂದು ಹೇಳುತ್ತಿದ್ದಾರೆ. ಈ ಬಾರಿ ಬದಲಾವಣೆ ಖಚಿತ ಎಂದಿದ್ದಾರೆ.: [238, 1218, 466, 1235]
adalita-body-more: ಕಾಂಗ್ರೆಸ್ ಹಾಗೂ ಆರ್‌ಜೆಡಿ ನಾಯಕರು ನಿತೀಶ್ ಕುಮಾರ್ ಸರ್ಕಾರದ ವಿರುದ್ಧ ಆಡಳಿತ ವಿರೋಧಿ ಅಲೆ ಇದೆ ಎಂದು ಹೇಳುತ್ತಿದ್ದಾರೆ. ಈ ಬಾರಿ ಬದಲಾವಣೆ ಖಚಿತ ಎಂದಿದ್ದಾರೆ.: [238, 1237, 466, 1255]
section-bar-left: ಮೊದಲನೇ ಪುಟದಿಂದ: [22, 810, 222, 829]
kuruba-body-more: ಸರ್ಕಾರ ಜಾತಿ ಗಣತಿ ಸಮೀಕ್ಷೆ ನಡೆಸುತ್ತಿದ್ದು ಎಲ್ಲ ವರ್ಗಗಳಿಗೆ ನ್ಯಾಯ ಒದಗಿಸುವ ಕೆಲಸ ಮಾಡುತ್ತಿದೆ. ಗ್ಯಾರಂಟಿ ಯೋಜನೆಗಳ ಮೂಲಕ ಜನರ ಬದುಕು ಸುಧಾರಿಸಿದೆ. ವಿರೋಧ ಪಕ್ಷಗಳು ಅನಗತ್ಯ ಟೀಕೆ ಮಾಡುತ್ತಿವೆ ಎಂದರು. ಕೊಪ್ಪಳ ಜಿಲ್ಲೆಯ ಅಭಿವೃದ್ಧಿಗೆ ಹೆಚ್ಚಿನ ಅನುದಾನ ನೀಡಲಾಗಿದೆ ಎಂದೂ ತಿಳಿಸಿದರು.: [470, 289, 620, 333]
manayalli-dateline: •ಸುದ್ದಿಮೂಲ ವಾರ್ತೆ ರಾಯಚೂರು, ಅ.12:: [320, 660, 419, 668]
page-number-divider: [50, 62, 51, 88]
seatu-headline: ಸೀಟು ಹಂಚಿಕೆ ಹಗ್ಗಜಗ್ಗಾಟ: [272, 1078, 389, 1094]
icc-kicker-row: [653, 557, 919, 576]
cities-row-2: • ರಾಯಚೂರು • ಕೊಪ್ಪಳ • ಯಾದಗಿರಿ • ಕಲಬುರಗಿ • ಬಳ್ಳಾರಿ • ವಿಜಯನಗರ • ಬೀದರ: [294, 83, 553, 93]
chatuvatike-body-more: ಸರ್ಕಾರಿ ಸ್ಥಳಗಳಲ್ಲಿ ಖಾಸಗಿ ಸಂಘಟನೆಗಳು ಚಟುವಟಿಕೆ ನಡೆಸುವುದನ್ನು ನಿರ್ಬಂಧಿಸುವ ಕುರಿತು ಸರ್ಕಾರ ಚಿಂತನೆ ನಡೆಸಿದೆ. ಮುಖ್ಯಮಂತ್ರಿಗಳಿಗೆ ಸಚಿವ ಪ್ರಿಯಾಂಕ್ ಖರ್ಗೆ ಪತ್ರ ಬರೆದು ಆರ್‌ಎಸ್‌ಎಸ್ ಚಟುವಟಿಕೆಗಳ ಮೇಲೆ ನಿರ್ಬಂಧ ಹೇರುವಂತೆ ಮನವಿ ಮಾಡಿದ್ದಾರೆ. ಶಾಲಾ ಕಾಲೇಜು ಆವರಣ, ಉದ್ಯಾನವನ ಹಾಗೂ ದೇವಸ್ಥಾನಗಳಲ್ಲಿ ಶಾಖೆಗಳನ್ನು ನಡೆಸಲು ಅವಕಾಶ ನೀಡಬಾರದು ಎಂದು ಕೋರಿದ್ದಾರೆ. ಈ ಕುರಿತು ಅಧ್ಯಯನ ನಡೆಸಿ ವರದಿ ನೀಡುವಂತೆ ಮುಖ್ಯ ಕಾರ್ಯದರ್ಶಿಗೆ ಸೂಚನೆ ನೀಡಲಾಗಿದೆ. ತಮಿಳುನಾಡಿನಲ್ಲಿ ಜಾರಿಯಲ್ಲಿರುವ ಮಾದರಿಯನ್ನು ಪರಿಶೀಲಿಸಲಾಗುತ್ತಿದೆ. ಸಂಘಟನೆಗಳು ಸರ್ಕಾರಿ ಜಾಗದಲ್ಲಿ ಕಾರ್ಯಕ್ರಮ ನಡೆಸಲು ಪೂರ್ವಾನುಮತಿ ಕಡ್ಡಾಯಗೊಳಿಸುವ ಸಾಧ್ಯತೆ ಇದೆ. ಸರ್ಕಾರಿ ನೌಕರರು ಇಂತಹ ಸಂಘಟನೆಗಳಲ್ಲಿ ಭಾಗವಹಿಸುವುದನ್ನು ನಿಷೇಧಿಸುವ ಕುರಿತೂ ಚರ್ಚೆ ನಡೆದಿದೆ. ಪ್ರತಿಪಕ್ಷಗಳು ಈ ನಿರ್ಧಾರವನ್ನು ತೀವ್ರವಾಗಿ ಖಂಡಿಸಿವೆ.: [706, 1068, 924, 1147]
dkshi-body: [238, 1324, 466, 1518]
jdu-body: [238, 848, 466, 1070]
chatuvatike-body-text: ಸರ್ಕಾರಿ ಸ್ಥಳಗಳಲ್ಲಿ ಖಾಸಗಿ ಸಂಘಟನೆಗಳು ಚಟುವಟಿಕೆ ನಡೆಸುವುದನ್ನು ನಿರ್ಬಂಧಿಸುವ ಕುರಿತು ಸರ್ಕಾರ ಚಿಂತನೆ ನಡೆಸಿದೆ. ಮುಖ್ಯಮಂತ್ರಿಗಳಿಗೆ ಸಚಿವ ಪ್ರಿಯಾಂಕ್ ಖರ್ಗೆ ಪತ್ರ ಬರೆದು ಆರ್‌ಎಸ್‌ಎಸ್ ಚಟುವಟಿಕೆಗಳ ಮೇಲೆ ನಿರ್ಬಂಧ ಹೇರುವಂತೆ ಮನವಿ ಮಾಡಿದ್ದಾರೆ. ಶಾಲಾ ಕಾಲೇಜು ಆವರಣ, ಉದ್ಯಾನವನ ಹಾಗೂ ದೇವಸ್ಥಾನಗಳಲ್ಲಿ ಶಾಖೆಗಳನ್ನು ನಡೆಸಲು ಅವಕಾಶ ನೀಡಬಾರದು ಎಂದು ಕೋರಿದ್ದಾರೆ. ಈ ಕುರಿತು ಅಧ್ಯಯನ ನಡೆಸಿ ವರದಿ ನೀಡುವಂತೆ ಮುಖ್ಯ ಕಾರ್ಯದರ್ಶಿಗೆ ಸೂಚನೆ ನೀಡಲಾಗಿದೆ. ತಮಿಳುನಾಡಿನಲ್ಲಿ ಜಾರಿಯಲ್ಲಿರುವ ಮಾದರಿಯನ್ನು ಪರಿಶೀಲಿಸಲಾಗುತ್ತಿದೆ. ಸಂಘಟನೆಗಳು ಸರ್ಕಾರಿ ಜಾಗದಲ್ಲಿ ಕಾರ್ಯಕ್ರಮ ನಡೆಸಲು ಪೂರ್ವಾನುಮತಿ ಕಡ್ಡಾಯಗೊಳಿಸುವ ಸಾಧ್ಯತೆ ಇದೆ. ಸರ್ಕಾರಿ ನೌಕರರು ಇಂತಹ ಸಂಘಟನೆಗಳಲ್ಲಿ ಭಾಗವಹಿಸುವುದನ್ನು ನಿಷೇಧಿಸುವ ಕುರಿತೂ ಚರ್ಚೆ ನಡೆದಿದೆ. ಪ್ರತಿಪಕ್ಷಗಳು ಈ ನಿರ್ಧಾರವನ್ನು ತೀವ್ರವಾಗಿ ಖಂಡಿಸಿವೆ.: [478, 1068, 696, 1147]
icc-dateline: • ವಿಶಾಖಪಟ್ಟಣ, ಅ.12:: [655, 831, 714, 839]
jersey-name: HEALY: [755, 734, 787, 744]
pak-body-extra: ಈ ಮಧ್ಯೆ ಬಿಹಾರದಲ್ಲಿ ವಿಧಾನಸಭೆ ಚುನಾವಣೆ ನಡೆಯುವುದರಿಂದ ರಾಜ್ಯದ ಕೆಲ ಸಚಿವರನ್ನು ಆ ರಾಜ್ಯಕ್ಕೆ ಉಸ್ತುವಾರಿಗಳನ್ನಾಗಿ ನೇಮಿಸಲಾಗಿದೆ. ಸಂಪುಟ ಪುನಾರಚನೆ ಕುರಿತು ಹೈಕಮಾಂಡ್ ಜೊತೆ ಚರ್ಚಿಸಲು ಮುಖ್ಯಮಂತ್ರಿ ಹಾಗೂ ಉಪಮುಖ್ಯಮಂತ್ರಿ ದೆಹಲಿಗೆ ತೆರಳಲಿದ್ದಾರೆ ಎನ್ನಲಾಗಿದೆ. ನವೆಂಬರ್ ತಿಂಗಳಲ್ಲಿ ರಾಜಕೀಯ ಬೆಳವಣಿಗೆಗಳು ನಡೆಯುವ ಸಾಧ್ಯತೆ ಇದ್ದು ಪಕ್ಷದ ವರಿಷ್ಠರು ಅಂತಿಮ ತೀರ್ಮಾನ ಕೈಗೊಳ್ಳಲಿದ್ದಾರೆ.: [24, 1191, 228, 1236]
tahasildar-body-more: ತಹಶೀಲ್ದಾರ್ ಅವರ ನಕಲಿ ಸಹಿ ಹಾಗೂ ಸೀಲ್ ಬಳಸಿ ಪ್ರಮಾಣ ಪತ್ರಗಳನ್ನು ಸೃಷ್ಟಿಸಿದ ಆರೋಪದ ಮೇಲೆ ಇಬ್ಬರ ವಿರುದ್ಧ ಲಿಂಗಸುಗೂರು ಪೊಲೀಸ್ ಠಾಣೆಯಲ್ಲಿ ಪ್ರಕರಣ ದಾಖಲಾಗಿದೆ. ಕಚೇರಿ ಸಿಬ್ಬಂದಿ ಪರಿಶೀಲನೆ ವೇಳೆ ಈ ವಿಷಯ ಬೆಳಕಿಗೆ ಬಂದಿದ್ದು, ಆರೋಪಿಗಳು ಹಲವು ಜನರಿಗೆ ನಕಲಿ ದಾಖಲೆ ನೀಡಿರುವ ಶಂಕೆ ವ್ಯಕ್ತವಾಗಿದೆ. ಈ ಕುರಿತು ತನಿಖೆ ಮುಂದುವರಿದಿದೆ. ಪ್ರಮಾಣ ಪತ್ರಗಳನ್ನು ನೀಡುವಾಗ ಸಾರ್ವಜನಿಕರು ಎಚ್ಚರಿಕೆ ವಹಿಸಬೇಕು ಎಂದು ಅಧಿಕಾರಿಗಳು ತಿಳಿಸಿದ್ದಾರೆ. ಸರ್ಕಾರಿ ದಾಖಲೆಗಳನ್ನು ದುರ್ಬಳಕೆ ಮಾಡಿದವರ ವಿರುದ್ಧ ಕಠಿಣ ಕ್ರಮ ಕೈಗೊಳ್ಳಲಾಗುವುದು. ಕಚೇರಿಯಲ್ಲಿ ಕೆಲಸ ಮಾಡುವ ಸಿಬ್ಬಂದಿ ಶಾಮೀಲಾಗಿರುವ ಬಗ್ಗೆಯೂ ತನಿಖೆ ನಡೆಯಲಿದೆ.: [478, 731, 638, 811]
hospital-photo-caption: ಅನಾರೋಗ್ಯದ ಹಿನ್ನೆಲೆಯಲ್ಲಿ ಬೆಂಗಳೂರಿನ ಖಾಸಗಿ ಆಸ್ಪತ್ರೆಯಲ್ಲಿ ಚಿಕಿತ್ಸೆ ಪಡೆಯುತ್ತಿರುವ ಮಾಜಿ ಪ್ರಧಾನಿ ಎಚ್.ಡಿ.ದೇವೇಗೌಡರ ಆರೋಗ್ಯವನ್ನು ಕೇಂದ್ರ ಸಚಿವರು ಹಾಗೂ ಮುಖಂಡರು ಭೇಟಿ ಮಾಡಿ ವಿಚಾರಿಸಿದರು.: [30, 740, 294, 755]
pak-body-more: ಆಫ್ಘಾನಿಸ್ತಾನ ಮತ್ತು ಪಾಕಿಸ್ತಾನ ನಡುವಿನ ಗಡಿ ಸಂಘರ್ಷ ತೀವ್ರಗೊಂಡಿದ್ದು ಶನಿವಾರ ರಾತ್ರಿ ನಡೆದ ದಾಳಿಯಲ್ಲಿ 58 ಪಾಕಿಸ್ತಾನಿ ಸೈನಿಕರು ಮೃತಪಟ್ಟಿದ್ದಾರೆ ಎಂದು ತಾಲಿಬಾನ್ ಆಡಳಿತ ಹೇಳಿಕೊಂಡಿದೆ. ಕಾಬೂಲ್ ಮೇಲೆ ಪಾಕಿಸ್ತಾನ ನಡೆಸಿದ ವಾಯು ದಾಳಿಗೆ ಪ್ರತಿಯಾಗಿ ಈ ದಾಳಿ ನಡೆಸಲಾಗಿದೆ ಎಂದು ತಿಳಿಸಲಾಗಿದೆ. ಗಡಿ ಪ್ರದೇಶದಲ್ಲಿ ಹಲವು ಪಾಕ್ ಠಾಣೆಗಳನ್ನು ವಶಪಡಿಸಿಕೊಳ್ಳಲಾಗಿದೆ ಎಂದು ಆಫ್ಘನ್ ರಕ್ಷಣಾ ಸಚಿವಾಲಯದ ವಕ್ತಾರರು ಹೇಳಿದ್ದಾರೆ. ಈ ಸಂಘರ್ಷದಲ್ಲಿ ಆಫ್ಘನ್ ಕಡೆಯ ಕೆಲ ಯೋಧರೂ ಮೃತಪಟ್ಟಿದ್ದಾರೆ. ಪರಿಸ್ಥಿತಿ ಉದ್ವಿಗ್ನವಾಗಿದ್ದು ಸೌದಿ ಅರೇಬಿಯಾ ಮತ್ತು ಕತಾರ್ ದೇಶಗಳು ಸಂಯಮ ಕಾಯ್ದುಕೊಳ್ಳುವಂತೆ ಉಭಯ ರಾಷ್ಟ್ರಗಳಿಗೆ ಮನವಿ ಮಾಡಿವೆ. ಅಫ್ಘಾನಿಸ್ತಾನದ ವಿದೇಶಾಂಗ ಸಚಿವರು ಭಾರತ ಪ್ರವಾಸದಲ್ಲಿರುವ ಸಂದರ್ಭದಲ್ಲೇ ಈ ಘಟನೆ ನಡೆದಿದೆ. ಗಡಿ ಭಾಗದ ಜನರು ಆತಂಕದಲ್ಲಿದ್ದು ಹಲವು ಕುಟುಂಬಗಳು ಸುರಕ್ಷಿತ ಸ್ಥಳಗಳಿಗೆ ತೆರಳಿವೆ. ಪಾಕಿಸ್ತಾನ ಸೇನೆ ಈ ಕುರಿತು ಅಧಿಕೃತ ಹೇಳಿಕೆ ನೀಡಿಲ್ಲ. ಉಭಯ ದೇಶಗಳ ನಡುವೆ ಮಾತುಕತೆಗೆ ಅಂತಾರಾಷ್ಟ್ರೀಯ ಸಮುದಾಯ ಒತ್ತಾಯಿಸಿದೆ.: [24, 1101, 228, 1190]
page-bottom-rule: [20, 1522, 925, 1523]
hospital-photo: [24, 556, 308, 736]
divider-jdu-right: [470, 946, 471, 1520]
paksha-headline: ಪಕ್ಷವನ್ನೇ ಮೊದಲು ನಿಷೇಧಿಸಬೇಕು: [590, 974, 750, 990]
kuruba-photo: [626, 206, 732, 316]
kuruba-headline-line2: ಹೇಳಬಾರದಿತ್ತು - ಸಂಗ್ರೇಶಿ: [470, 169, 677, 198]
tahasildar-body: [478, 640, 638, 942]
golapalli-body-more: ಬೆಂಗಳೂರಿನಿಂದ ದೇವದುರ್ಗದ ಕಡೆಗೆ ತೆರಳುತ್ತಿದ್ದ ಶಾಸಕಿ ಕರೆಮ್ಮ ನಾಯಕ ಅವರ ಕಾರು ರಾಷ್ಟ್ರೀಯ ಹೆದ್ದಾರಿ 150(ಎ) ರ ಗೊಲಪಲ್ಲಿ ಬಳಿ ಅಪಘಾತಕ್ಕೀಡಾಗಿದ್ದು ಶಾಸಕಿ ಸೇರಿದಂತೆ ಕಾರಿನಲ್ಲಿದ್ದವರು ಗಾಯಗೊಂಡಿದ್ದಾರೆ. ಗಾಯಾಳುಗಳನ್ನು ತಕ್ಷಣ ಲಿಂಗಸುಗೂರು ತಾಲೂಕು ಆಸ್ಪತ್ರೆಗೆ ದಾಖಲಿಸಿ ಚಿಕಿತ್ಸೆ ನೀಡಲಾಗುತ್ತಿದೆ. ಸುದ್ದಿ ತಿಳಿಯುತ್ತಿದ್ದಂತೆ ಜಿಲ್ಲಾ ಉಸ್ತುವಾರಿ ಸಚಿವರು, ಮುಖಂಡರು ಹಾಗೂ ಕಾರ್ಯಕರ್ತರು ಆಸ್ಪತ್ರೆಗೆ ಭೇಟಿ ನೀಡಿ ಆರೋಗ್ಯ ವಿಚಾರಿಸಿದರು. ಶಾಸಕಿಯವರ ಆರೋಗ್ಯ ಸ್ಥಿರವಾಗಿದೆ ಎಂದು ವೈದ್ಯರು ತಿಳಿಸಿದ್ದಾರೆ. ಪೊಲೀಸರು ಸ್ಥಳಕ್ಕೆ ಭೇಟಿ ನೀಡಿ ಪರಿಶೀಲನೆ ನಡೆಸಿದರು.: [742, 246, 920, 308]
facebook-icon: [632, 68, 640, 76]
icc-body-3: ಟೂರ್ನಿಯ ಈ ಹಿಂದಿನ ಪಂದ್ಯಗಳಲ್ಲಿ ಮಳೆಯಿಂದಾಗಿ ಫಲಿತಾಂಶ ಬಂದಿರಲಿಲ್ಲ. ಆಸೀಸ್ ಉತ್ತಮ ಆರಂಭ ಪಡೆದು ಗುರಿ ಬೆನ್ನಟ್ಟಿತು.: [789, 831, 919, 857]
divider-kuruba-golapalli: [736, 112, 737, 542]
kuruba-body-left: [470, 206, 620, 536]
